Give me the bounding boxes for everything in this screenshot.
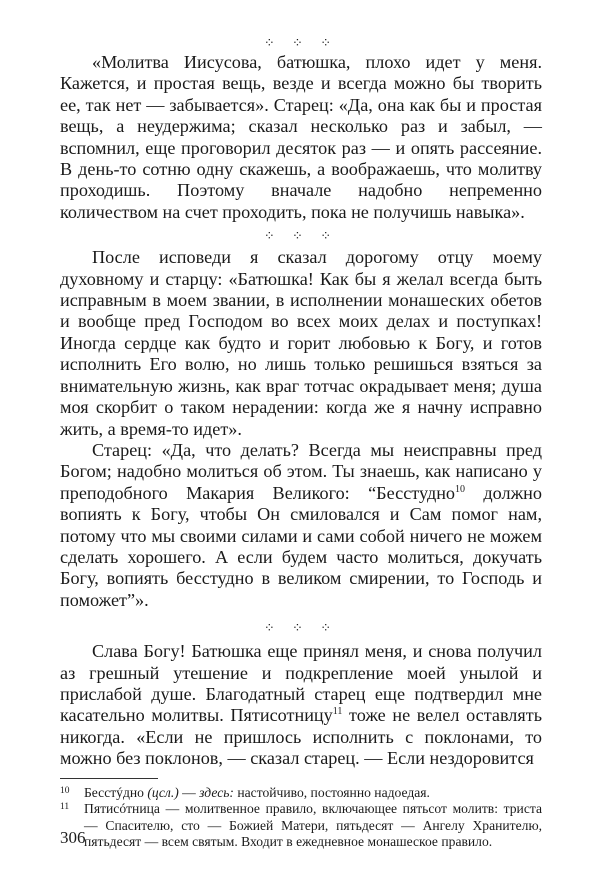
paragraph-elder-reply	[60, 440, 542, 611]
section-separator: ⁘ ⁘ ⁘	[263, 620, 339, 636]
paragraph-prayer: «Молитва Иисусова, батюшка, плохо идет у меня. Кажется, и простая вещь, везде и всегда можно бы творить ее, так нет — забывается». Старец: «Да, она как бы и простая вещь, а неудержима; сказал несколько раз и забыл, — вспомнил, еще проговорил десяток раз — и опять рассеяние. В день-то сотню одну скажешь, а воображаешь, что молитву проходишь. Поэтому вначале надобно непременно количеством на счет проходить, пока не получишь навыка».	[60, 52, 542, 222]
footnote-abbr: (цсл.)	[147, 784, 179, 800]
text-span: Старец: «Да, что делать? Всегда мы неисправны пред Богом; надобно молиться об этом. Ты знаешь, как написано у преподобного Макария Великого: “Бесстудно	[60, 439, 542, 503]
footnote-term: Бесстýдно	[84, 784, 144, 800]
section-separator: ⁘ ⁘ ⁘	[263, 228, 339, 244]
text-span: должно вопиять к Богу, чтобы Он смиловался и Сам помог нам, потому что мы своими силами и сами собой ничего не можем сделать хорошего. А если будем часто молиться, докучать Богу, вопиять бесстудно в великом смирении, то Господь и поможет”».	[60, 482, 542, 610]
footnote-divider	[60, 778, 158, 779]
footnote-ref-10[interactable]: 10	[455, 483, 466, 495]
footnote-term: Пятисóтница	[84, 801, 160, 817]
text-span: Слава Богу! Батюшка еще принял меня, и снова получил аз грешный утешение и подкрепление моей унылой и прислабой душе. Благодатный старец еще подтвердил мне касательно молитвы. Пятисотницу	[60, 641, 542, 726]
footnote-text: — молитвенное правило, включающее пятьсот молитв: триста — Спасителю, сто — Божией Матери, пятьдесят — Ангелу Хранителю, пятьдесят — всем святым. Входит в ежедневное монашеское правило.	[84, 801, 542, 850]
section-separator: ⁘ ⁘ ⁘	[263, 35, 339, 50]
text-span: тоже не велел оставлять никогда. «Если не пришлось исполнить с поклонами, то можно без поклонов, — сказал старец. — Если нездоровится	[60, 705, 542, 769]
footnote-ref-11[interactable]: 11	[332, 706, 343, 718]
page-number: 306	[60, 828, 86, 847]
paragraph-confession: После исповеди я сказал дорогому отцу моему духовному и старцу: «Батюшка! Как бы я желал всегда быть исправным в моем звании, в исполнении монашеских обетов и вообще пред Господом во всех моих делах и поступках! Иногда сердце как будто и горит любовью к Богу, и готов исполнить Его волю, но лишь только решишься взяться за внимательную жизнь, как враг тотчас окрадывает меня; душа моя скорбит о таком нерадении: когда же я начну исправно жить, а время-то идет».	[60, 247, 542, 439]
footnote-text: настойчиво, постоянно надоедая.	[233, 784, 430, 800]
footnote-10: 10 Бесстýдно (цсл.) — здесь: настойчиво, постоянно надоедая.	[60, 784, 430, 800]
page-body	[60, 36, 542, 851]
footnote-11: 11 Пятисóтница — молитвенное правило, включающее пятьсот молитв: триста — Спасителю, сто — Божией Матери, пятьдесят — Ангелу Хранителю, пятьдесят — всем святым. Входит в ежедневное монашеское правило.	[60, 801, 542, 850]
footnote-dash: —	[178, 784, 200, 800]
paragraph-thanks	[60, 641, 542, 769]
footnote-here: здесь:	[199, 784, 234, 800]
